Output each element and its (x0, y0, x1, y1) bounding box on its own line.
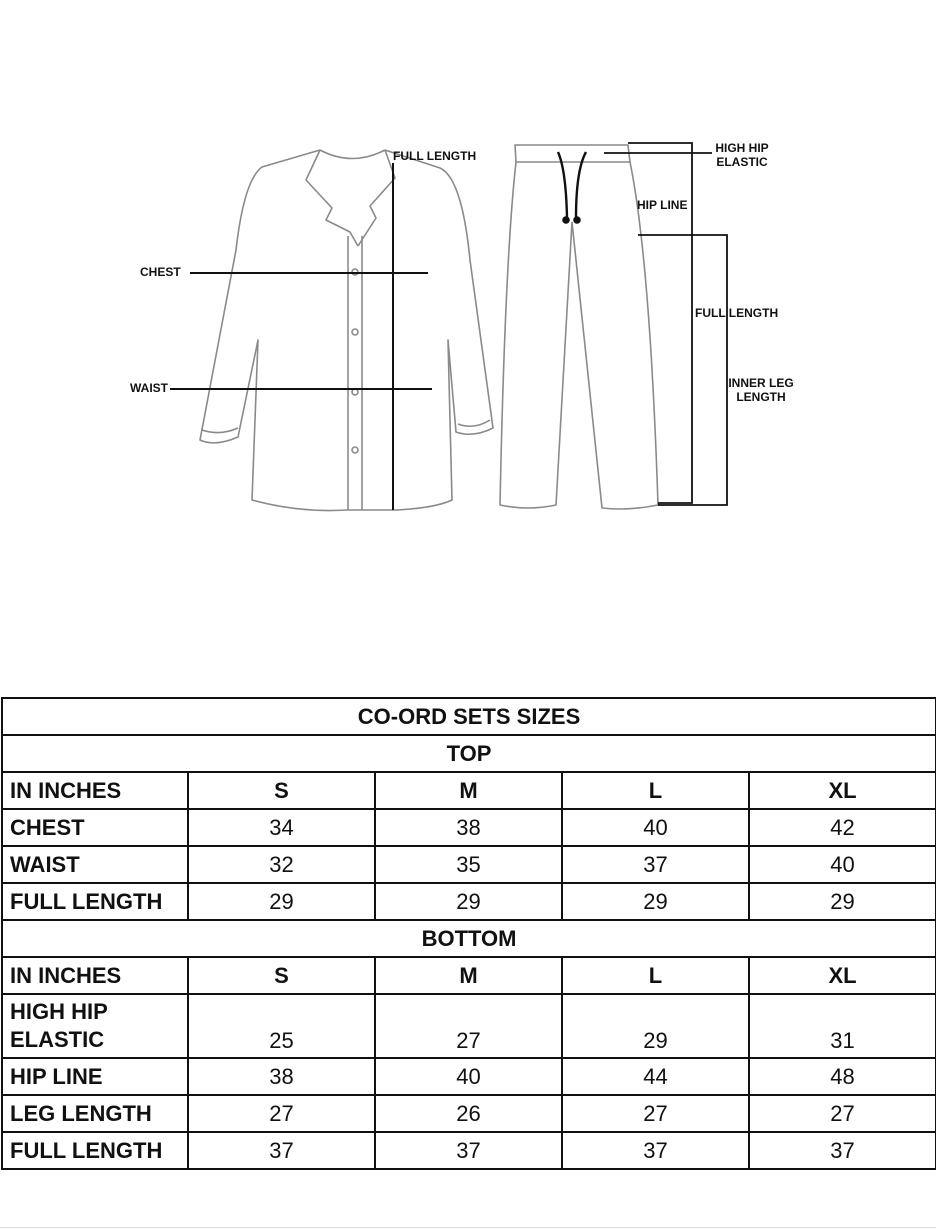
cell-value: 32 (188, 846, 375, 883)
cell-value: 27 (375, 994, 562, 1058)
shirt-illustration (200, 150, 493, 511)
cell-value: 42 (749, 809, 936, 846)
section-header-row (2, 735, 936, 772)
cell-value: 27 (562, 1095, 749, 1132)
cell-value: 27 (749, 1095, 936, 1132)
row-label: HIGH HIP ELASTIC (2, 994, 188, 1058)
size-chart-table (1, 697, 936, 1170)
section-title-top: TOP (2, 735, 936, 772)
row-label: FULL LENGTH (2, 883, 188, 920)
cell-value: 40 (749, 846, 936, 883)
cell-value: 26 (375, 1095, 562, 1132)
cell-value: 29 (188, 883, 375, 920)
table-row (2, 809, 936, 846)
row-label: HIP LINE (2, 1058, 188, 1095)
cell-value: 38 (375, 809, 562, 846)
cell-value: 29 (375, 883, 562, 920)
section-header-row (2, 920, 936, 957)
label-hip-line: HIP LINE (637, 198, 688, 212)
size-header: L (562, 957, 749, 994)
cell-value: 31 (749, 994, 936, 1058)
cell-value: 37 (562, 1132, 749, 1169)
shirt-measure-lines (170, 163, 432, 510)
cell-value: 29 (562, 883, 749, 920)
cell-value: 34 (188, 809, 375, 846)
size-header: L (562, 772, 749, 809)
unit-label: IN INCHES (2, 957, 188, 994)
cell-value: 37 (375, 1132, 562, 1169)
size-header-row (2, 957, 936, 994)
cell-value: 35 (375, 846, 562, 883)
cell-value: 38 (188, 1058, 375, 1095)
label-high-hip-elastic: HIGH HIP ELASTIC (715, 141, 769, 169)
cell-value: 27 (188, 1095, 375, 1132)
label-chest: CHEST (140, 265, 181, 279)
label-waist: WAIST (130, 381, 168, 395)
row-label: CHEST (2, 809, 188, 846)
size-header: S (188, 772, 375, 809)
label-inner-leg-length: INNER LEG LENGTH (728, 376, 794, 404)
label-full-length-top: FULL LENGTH (393, 149, 477, 163)
table-row (2, 1095, 936, 1132)
table-row (2, 1132, 936, 1169)
size-header: XL (749, 957, 936, 994)
section-title-bottom: BOTTOM (2, 920, 936, 957)
table-row (2, 846, 936, 883)
garment-illustration (0, 0, 936, 560)
cell-value: 29 (749, 883, 936, 920)
size-diagram (0, 0, 936, 560)
cell-value: 40 (375, 1058, 562, 1095)
table-row (2, 994, 936, 1058)
cell-value: 29 (562, 994, 749, 1058)
cell-value: 40 (562, 809, 749, 846)
table-title: CO-ORD SETS SIZES (2, 698, 936, 735)
cell-value: 37 (749, 1132, 936, 1169)
size-header: XL (749, 772, 936, 809)
size-header: M (375, 957, 562, 994)
table-row (2, 883, 936, 920)
unit-label: IN INCHES (2, 772, 188, 809)
size-header: M (375, 772, 562, 809)
row-label: FULL LENGTH (2, 1132, 188, 1169)
cell-value: 37 (188, 1132, 375, 1169)
cell-value: 37 (562, 846, 749, 883)
cell-value: 25 (188, 994, 375, 1058)
table-row (2, 1058, 936, 1095)
row-label: WAIST (2, 846, 188, 883)
label-full-length-bottom: FULL LENGTH (695, 306, 779, 320)
size-header-row (2, 772, 936, 809)
row-label: LEG LENGTH (2, 1095, 188, 1132)
table-title-row (2, 698, 936, 735)
pants-illustration (500, 145, 658, 509)
cell-value: 44 (562, 1058, 749, 1095)
cell-value: 48 (749, 1058, 936, 1095)
size-header: S (188, 957, 375, 994)
bottom-divider (0, 1227, 936, 1228)
